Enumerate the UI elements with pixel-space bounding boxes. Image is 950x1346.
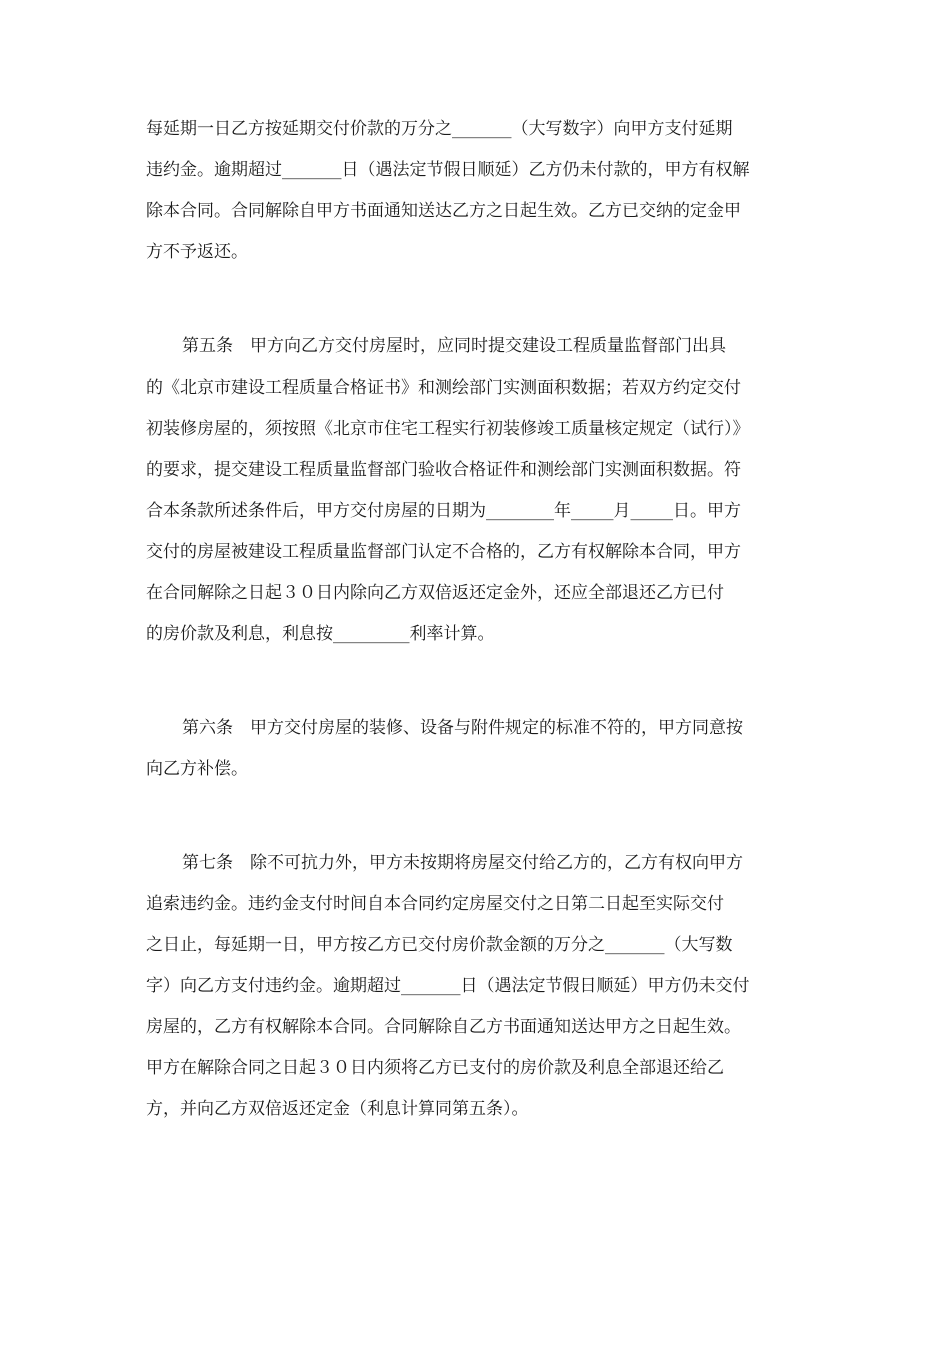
text-line: 的房价款及利息，利息按_________利率计算。 bbox=[146, 624, 495, 644]
text-line: 向乙方补偿。 bbox=[146, 759, 248, 779]
text-line: 交付的房屋被建设工程质量监督部门认定不合格的，乙方有权解除本合同，甲方 bbox=[146, 542, 741, 562]
clause-5-heading-line: 第五条 甲方向乙方交付房屋时，应同时提交建设工程质量监督部门出具 bbox=[182, 336, 726, 356]
text-line: 的《北京市建设工程质量合格证书》和测绘部门实测面积数据；若双方约定交付 bbox=[146, 378, 741, 398]
text-line: 违约金。逾期超过_______日（遇法定节假日顺延）乙方仍未付款的，甲方有权解 bbox=[146, 160, 750, 180]
text-line: 之日止，每延期一日，甲方按乙方已交付房价款金额的万分之_______（大写数 bbox=[146, 935, 733, 955]
text-line: 方，并向乙方双倍返还定金（利息计算同第五条）。 bbox=[146, 1099, 529, 1119]
clause-7-heading-line: 第七条 除不可抗力外，甲方未按期将房屋交付给乙方的，乙方有权向甲方 bbox=[182, 853, 743, 873]
text-line: 合本条款所述条件后，甲方交付房屋的日期为________年_____月_____日。甲方 bbox=[146, 501, 741, 521]
text-line: 在合同解除之日起３０日内除向乙方双倍返还定金外，还应全部退还乙方已付 bbox=[146, 583, 724, 603]
clause-6-heading-line: 第六条 甲方交付房屋的装修、设备与附件规定的标准不符的，甲方同意按 bbox=[182, 718, 743, 738]
text-line: 字）向乙方支付违约金。逾期超过_______日（遇法定节假日顺延）甲方仍未交付 bbox=[146, 976, 750, 996]
text-line: 方不予返还。 bbox=[146, 242, 248, 262]
text-line: 的要求，提交建设工程质量监督部门验收合格证件和测绘部门实测面积数据。符 bbox=[146, 460, 741, 480]
text-line: 初装修房屋的，须按照《北京市住宅工程实行初装修竣工质量核定规定（试行）》 bbox=[146, 419, 750, 439]
text-line: 除本合同。合同解除自甲方书面通知送达乙方之日起生效。乙方已交纳的定金甲 bbox=[146, 201, 741, 221]
text-line: 甲方在解除合同之日起３０日内须将乙方已支付的房价款及利息全部退还给乙 bbox=[146, 1058, 724, 1078]
text-line: 每延期一日乙方按延期交付价款的万分之_______（大写数字）向甲方支付延期 bbox=[146, 119, 733, 139]
text-line: 追索违约金。违约金支付时间自本合同约定房屋交付之日第二日起至实际交付 bbox=[146, 894, 724, 914]
text-line: 房屋的，乙方有权解除本合同。合同解除自乙方书面通知送达甲方之日起生效。 bbox=[146, 1017, 741, 1037]
